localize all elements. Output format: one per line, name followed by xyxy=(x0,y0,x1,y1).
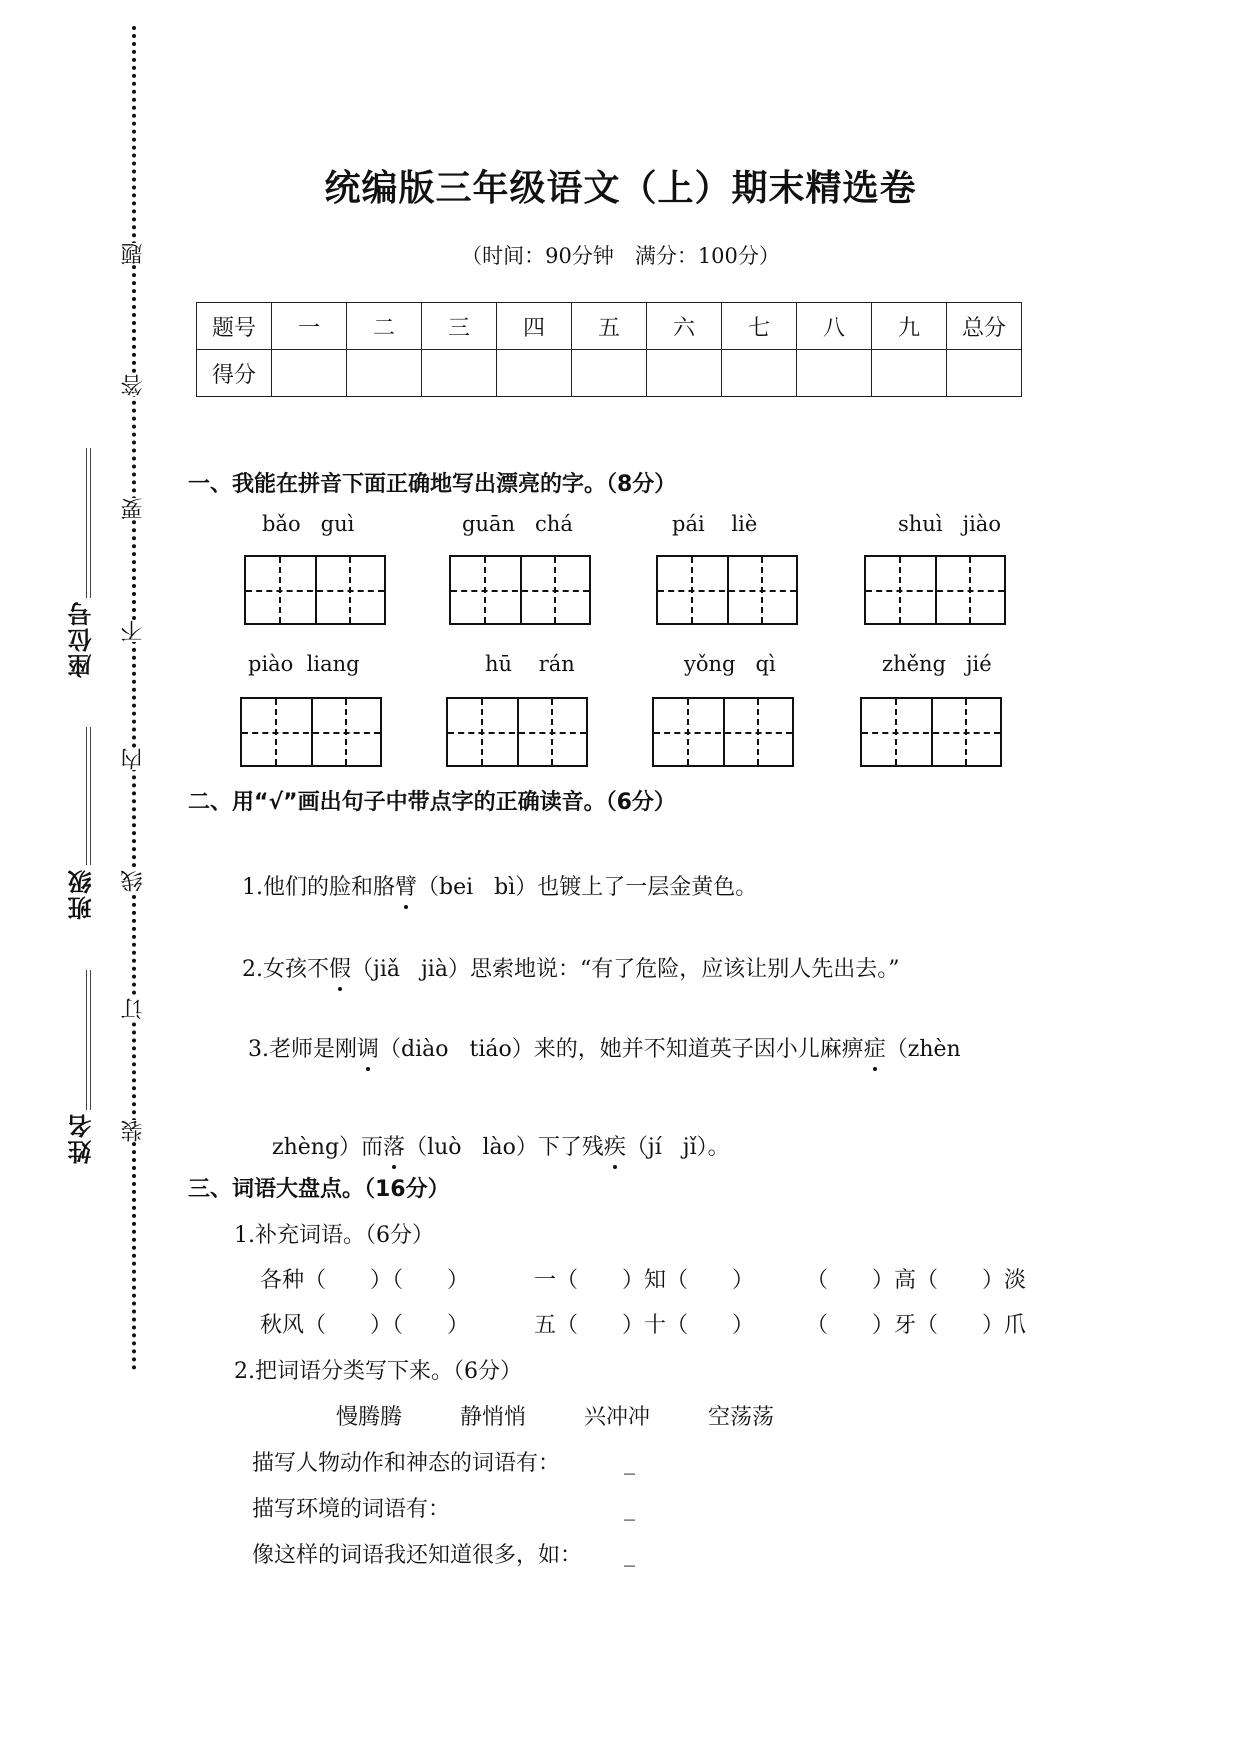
score-cell[interactable] xyxy=(947,350,1022,397)
score-table xyxy=(196,302,1022,397)
writing-grid[interactable] xyxy=(656,555,798,625)
class-label: 班级 xyxy=(68,868,96,920)
pinyin-label: hū rán xyxy=(485,652,575,676)
exam-title: 统编版三年级语文（上）期末精选卷 xyxy=(324,168,917,209)
row-label: 题号 xyxy=(197,303,272,350)
dotted-char: 症 xyxy=(864,1032,886,1063)
q-text[interactable]: （zhèn xyxy=(885,1037,961,1062)
seal-char: 答 xyxy=(121,374,146,396)
column-header: 总分 xyxy=(947,303,1022,350)
section3-heading: 三、词语大盘点。（16分） xyxy=(188,1177,450,1202)
writing-grid[interactable] xyxy=(864,555,1006,625)
column-header: 九 xyxy=(872,303,947,350)
classify-prompt: 像这样的词语我还知道很多，如： xyxy=(252,1543,583,1568)
q-text: 1.他们的脸和胳 xyxy=(242,875,395,900)
section1-heading: 一、我能在拼音下面正确地写出漂亮的字。（8分） xyxy=(188,472,677,497)
column-header: 五 xyxy=(572,303,647,350)
writing-grid[interactable] xyxy=(244,555,386,625)
classify-prompt: 描写环境的词语有： xyxy=(252,1497,451,1522)
q-text[interactable]: zhèng）而 xyxy=(272,1135,384,1160)
binding-dotted-line xyxy=(132,26,140,1371)
classify-answer[interactable]: _ xyxy=(624,1496,635,1521)
class-field[interactable] xyxy=(86,727,91,865)
fill-word[interactable]: （ ）高（ ）淡 xyxy=(806,1268,1027,1293)
question-2-1 xyxy=(228,845,757,901)
writing-grid[interactable] xyxy=(860,697,1002,767)
q-text[interactable]: （luò lào）下了残 xyxy=(405,1135,604,1160)
score-cell[interactable] xyxy=(272,350,347,397)
q-text[interactable]: （jiǎ jià）思索地说：“有了危险，应该让别人先出去。” xyxy=(351,957,900,982)
seal-char: 线 xyxy=(121,870,146,892)
exam-subtitle: （时间：90分钟 满分：100分） xyxy=(461,244,780,268)
q-text: 2.女孩不 xyxy=(242,957,329,982)
dotted-char: 落 xyxy=(383,1130,405,1161)
writing-grid[interactable] xyxy=(240,697,382,767)
sub1-title: 1.补充词语。（6分） xyxy=(234,1223,434,1248)
fill-word[interactable]: 五（ ）十（ ） xyxy=(534,1313,755,1338)
score-cell[interactable] xyxy=(722,350,797,397)
q-text[interactable]: （bei bì）也镀上了一层金黄色。 xyxy=(417,875,758,900)
fill-word[interactable]: 秋风（ ）（ ） xyxy=(260,1313,470,1338)
writing-grid[interactable] xyxy=(446,697,588,767)
pinyin-label: zhěng jié xyxy=(882,652,992,676)
column-header: 四 xyxy=(497,303,572,350)
pinyin-label: shuì jiào xyxy=(898,512,1001,536)
sub2-title: 2.把词语分类写下来。（6分） xyxy=(234,1359,522,1384)
pinyin-label: pái liè xyxy=(672,512,758,536)
section2-heading: 二、用“√”画出句子中带点字的正确读音。（6分） xyxy=(188,790,676,815)
pinyin-label: guān chá xyxy=(462,512,573,536)
column-header: 二 xyxy=(347,303,422,350)
score-cell[interactable] xyxy=(497,350,572,397)
classify-answer[interactable]: _ xyxy=(624,1450,635,1475)
dotted-char: 调 xyxy=(357,1032,379,1063)
seat-number-field[interactable] xyxy=(86,448,91,598)
score-cell[interactable] xyxy=(347,350,422,397)
seal-char: 内 xyxy=(121,748,146,770)
column-header: 三 xyxy=(422,303,497,350)
dotted-char: 假 xyxy=(329,952,351,983)
question-2-3 xyxy=(234,1007,961,1063)
seal-char: 不 xyxy=(121,620,146,642)
writing-grid[interactable] xyxy=(652,697,794,767)
score-table-score-row xyxy=(197,350,1022,397)
score-table-header-row xyxy=(197,303,1022,350)
row-label: 得分 xyxy=(197,350,272,397)
score-cell[interactable] xyxy=(872,350,947,397)
column-header: 八 xyxy=(797,303,872,350)
question-2-2 xyxy=(228,927,899,983)
column-header: 一 xyxy=(272,303,347,350)
name-field[interactable] xyxy=(86,970,91,1110)
q-text: 3.老师是刚 xyxy=(248,1037,357,1062)
q-text[interactable]: （diào tiáo）来的，她并不知道英子因小儿麻痹 xyxy=(379,1037,864,1062)
score-cell[interactable] xyxy=(572,350,647,397)
word-option: 慢腾腾 xyxy=(336,1405,403,1430)
seal-char: 要 xyxy=(121,498,146,520)
score-cell[interactable] xyxy=(797,350,872,397)
seal-char: 题 xyxy=(121,243,146,265)
writing-grid[interactable] xyxy=(449,555,591,625)
pinyin-label: bǎo guì xyxy=(262,512,355,536)
question-2-3-continued xyxy=(258,1105,730,1161)
classify-answer[interactable]: _ xyxy=(624,1542,635,1567)
fill-word[interactable]: （ ）牙（ ）爪 xyxy=(806,1313,1027,1338)
name-label: 姓名 xyxy=(68,1112,96,1164)
q-text[interactable]: （jí jǐ）。 xyxy=(625,1135,730,1160)
word-option: 静悄悄 xyxy=(460,1405,527,1430)
seal-char: 装 xyxy=(121,1120,146,1142)
column-header: 六 xyxy=(647,303,722,350)
score-cell[interactable] xyxy=(422,350,497,397)
pinyin-label: yǒng qì xyxy=(684,652,776,676)
fill-word[interactable]: 各种（ ）（ ） xyxy=(260,1268,470,1293)
word-option: 空荡荡 xyxy=(708,1405,775,1430)
seal-char: 订 xyxy=(121,998,146,1020)
pinyin-label: piào liang xyxy=(248,652,360,676)
fill-word[interactable]: 一（ ）知（ ） xyxy=(534,1268,755,1293)
column-header: 七 xyxy=(722,303,797,350)
classify-prompt: 描写人物动作和神态的词语有： xyxy=(252,1451,561,1476)
seat-number-label: 座位号 xyxy=(68,600,96,678)
dotted-char: 臂 xyxy=(395,870,417,901)
dotted-char: 疾 xyxy=(604,1130,626,1161)
score-cell[interactable] xyxy=(647,350,722,397)
word-option: 兴冲冲 xyxy=(584,1405,651,1430)
